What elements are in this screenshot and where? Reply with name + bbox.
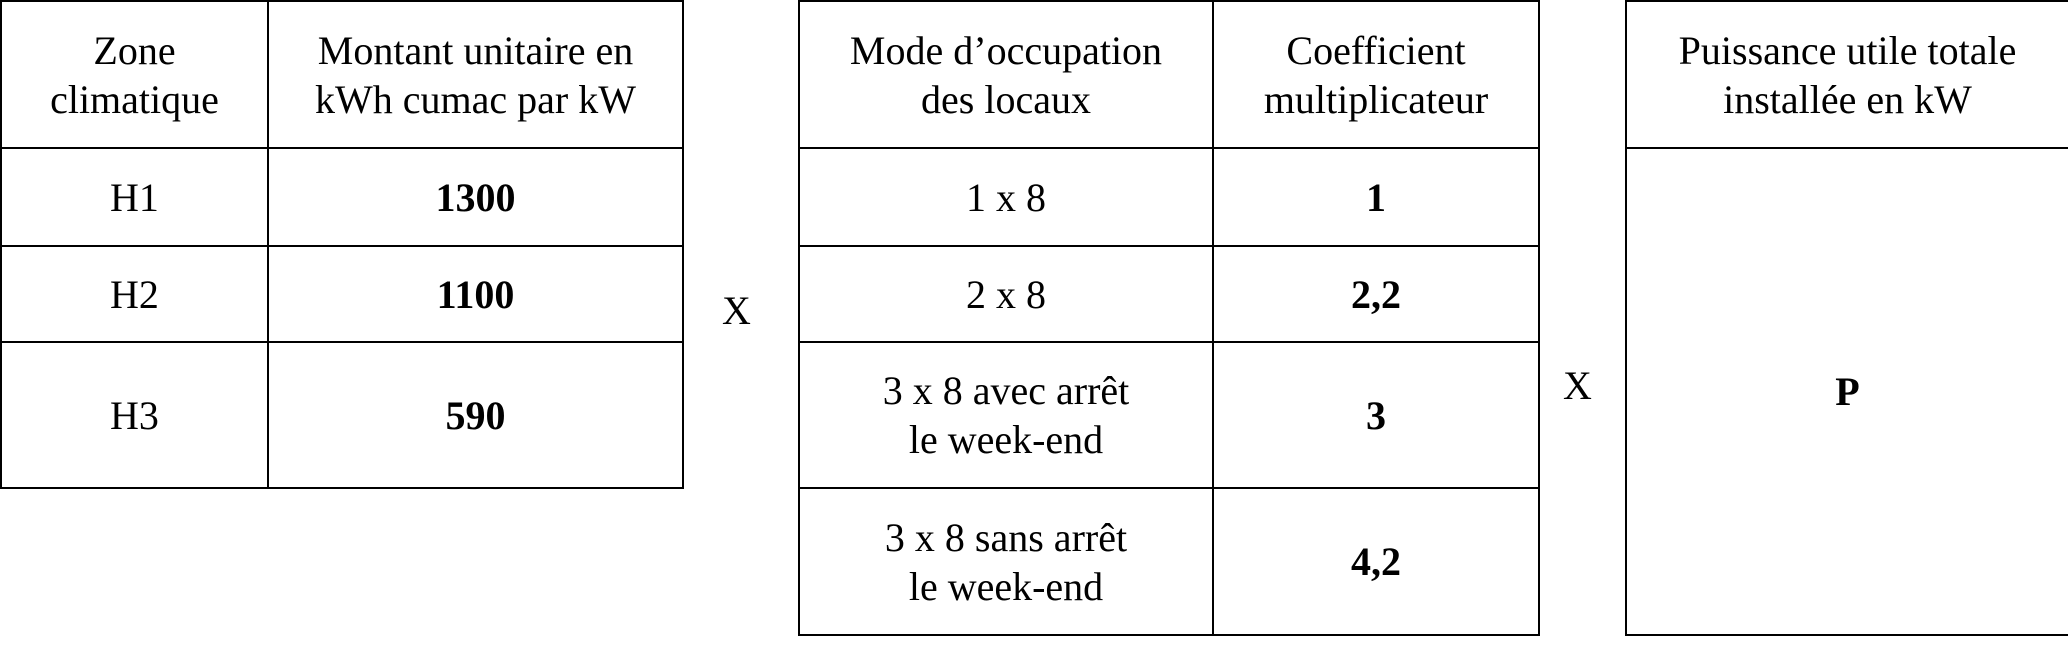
table-row — [799, 148, 1539, 246]
coef-cell: 2,2 — [1213, 246, 1539, 342]
coef-header: Coefficient multiplicateur — [1213, 1, 1539, 148]
zone-cell: H2 — [1, 246, 268, 342]
amount-cell: 590 — [268, 342, 683, 488]
power-value-cell: P — [1626, 148, 2068, 635]
table-row — [799, 246, 1539, 342]
table-header-row — [799, 1, 1539, 148]
coef-cell: 3 — [1213, 342, 1539, 488]
table-row — [799, 488, 1539, 635]
mode-header: Mode d’occupation des locaux — [799, 1, 1213, 148]
mode-cell: 3 x 8 avec arrêt le week-end — [799, 342, 1213, 488]
zone-cell: H1 — [1, 148, 268, 246]
amount-cell: 1100 — [268, 246, 683, 342]
amount-header: Montant unitaire en kWh cumac par kW — [268, 1, 683, 148]
multiply-operator: X — [1563, 363, 1592, 408]
table-row — [1, 246, 683, 342]
power-table — [1625, 0, 2068, 636]
multiply-operator: X — [722, 288, 751, 333]
table-row — [1, 342, 683, 488]
zone-cell: H3 — [1, 342, 268, 488]
mode-cell: 1 x 8 — [799, 148, 1213, 246]
mode-cell: 3 x 8 sans arrêt le week-end — [799, 488, 1213, 635]
table-header-row — [1626, 1, 2068, 148]
table-row — [799, 342, 1539, 488]
amount-cell: 1300 — [268, 148, 683, 246]
zone-climatique-table — [0, 0, 684, 489]
mode-cell: 2 x 8 — [799, 246, 1213, 342]
occupation-mode-table — [798, 0, 1540, 636]
table-header-row — [1, 1, 683, 148]
table-row — [1626, 148, 2068, 635]
coef-cell: 4,2 — [1213, 488, 1539, 635]
table-row — [1, 148, 683, 246]
coef-cell: 1 — [1213, 148, 1539, 246]
zone-header: Zone climatique — [1, 1, 268, 148]
power-header: Puissance utile totale installée en kW — [1626, 1, 2068, 148]
